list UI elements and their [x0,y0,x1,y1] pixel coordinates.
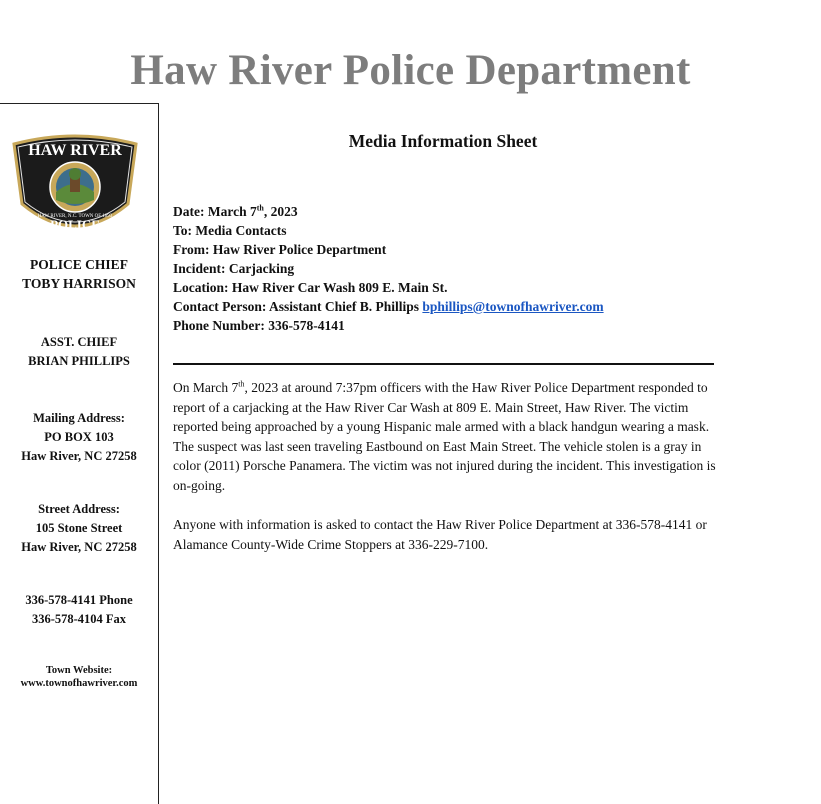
phone-fax-block [0,591,158,629]
chief-title: POLICE CHIEF [30,257,128,272]
incident-line: Incident: Carjacking [173,261,295,276]
phone-number: 336-578-4141 Phone [25,593,133,607]
website-url: www.townofhawriver.com [20,678,138,689]
street-line1: 105 Stone Street [35,521,123,535]
asst-chief-title: ASST. CHIEF [40,335,118,349]
fax-number: 336-578-4104 Fax [31,612,127,626]
to-line: To: Media Contacts [173,223,287,238]
department-title: Haw River Police Department [130,47,691,94]
location-line: Location: Haw River Car Wash 809 E. Main St. [173,280,448,295]
street-label: Street Address: [38,502,120,516]
phone-line: Phone Number: 336-578-4141 [173,318,345,333]
mailing-label: Mailing Address: [33,411,125,425]
asst-chief-block [0,333,158,371]
contact-email-link[interactable]: bphillips@townofhawriver.com [422,299,604,314]
street-line2: Haw River, NC 27258 [21,540,137,554]
section-divider [173,363,714,365]
incident-paragraph: On March 7th, 2023 at around 7:37pm officers with the Haw River Police Department responded to report of a carjacking at the Haw River Car Wash at 809 E. Main Street, Haw River. The victim reported being approached by a young Hispanic male armed with a black handgun wearing a mask. The suspect was last seen traveling Eastbound on East Main Street. The vehicle stolen is a gray in color (2011) Porsche Panamera. The victim was not injured during the incident. This investigation is on-going. [173,379,716,493]
date-line: Date: March 7th, 2023 [173,203,298,219]
badge-seal-text: HAW RIVER, N.C. TOWN OF 1893 [37,214,113,219]
badge-top-text: HAW RIVER [28,142,122,159]
chief-block [0,255,158,293]
sheet-meta [173,202,721,335]
from-line: From: Haw River Police Department [173,242,387,257]
mailing-address-block [0,409,158,466]
website-block [0,664,158,690]
sheet-title: Media Information Sheet [348,131,538,151]
street-address-block [0,500,158,557]
badge-bottom-text: POLICE [50,217,100,232]
asst-chief-name: BRIAN PHILLIPS [28,354,130,368]
contact-line: Contact Person: Assistant Chief B. Phillips bphillips@townofhawriver.com [173,299,604,314]
mailing-line2: Haw River, NC 27258 [21,449,137,463]
sidebar [0,103,159,804]
police-badge-logo [8,130,142,242]
chief-name: TOBY HARRISON [22,276,136,291]
contact-paragraph: Anyone with information is asked to contact the Haw River Police Department at 336-578-4141 or Alamance County-Wide Crime Stoppers at 336-229-7100. [173,517,707,552]
website-label: Town Website: [45,665,113,676]
mailing-line1: PO BOX 103 [44,430,114,444]
